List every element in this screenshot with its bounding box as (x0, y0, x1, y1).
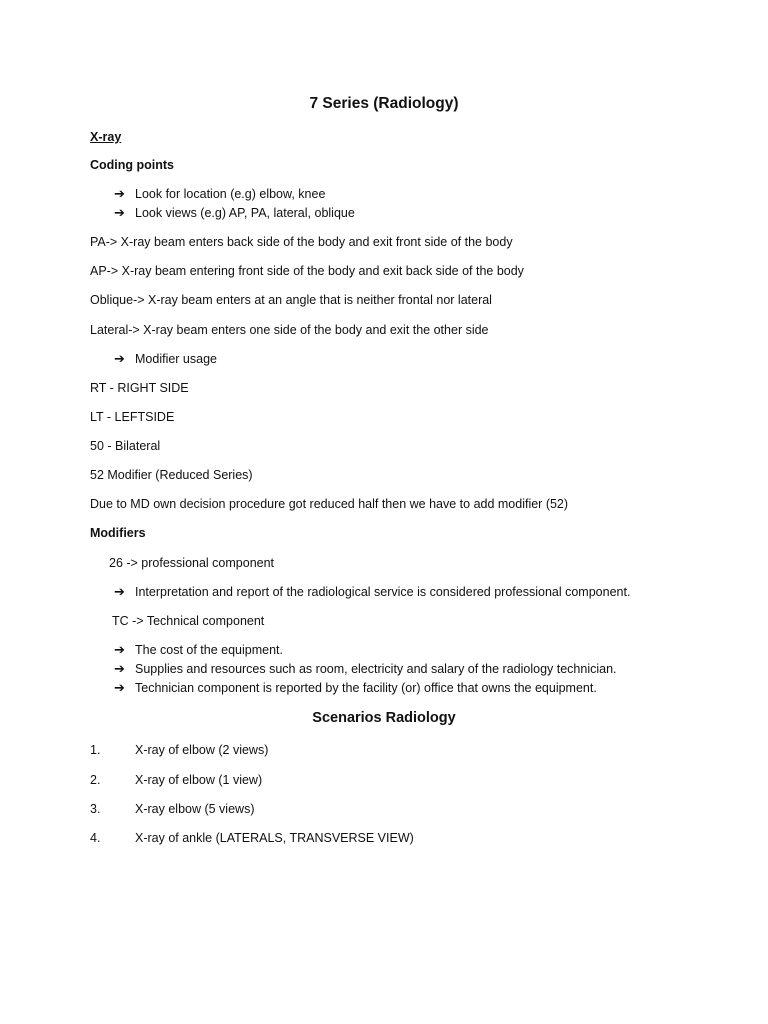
scenario-item: X-ray of ankle (LATERALS, TRANSVERSE VIEW) (135, 831, 414, 845)
coding-point-item: Look views (e.g) AP, PA, lateral, oblique (135, 206, 355, 220)
modifiers-heading: Modifiers (90, 526, 146, 540)
scenario-number: 3. (90, 802, 101, 816)
definition-pa: PA-> X-ray beam enters back side of the body and exit front side of the body (90, 235, 513, 249)
right-arrow-icon: ➔ (114, 584, 125, 599)
technical-component-label: TC -> Technical component (112, 614, 265, 628)
modifier-usage-label: Modifier usage (135, 352, 217, 366)
modifier-52: 52 Modifier (Reduced Series) (90, 468, 253, 482)
modifier-rt: RT - RIGHT SIDE (90, 381, 189, 395)
modifier-50: 50 - Bilateral (90, 439, 161, 453)
technical-bullet: Supplies and resources such as room, electricity and salary of the radiology technician. (135, 662, 617, 676)
definition-lateral: Lateral-> X-ray beam enters one side of the body and exit the other side (90, 323, 489, 337)
professional-component-label: 26 -> professional component (109, 556, 275, 570)
scenario-number: 4. (90, 831, 101, 845)
reduced-note: Due to MD own decision procedure got reduced half then we have to add modifier (52) (90, 497, 569, 511)
right-arrow-icon: ➔ (114, 351, 125, 366)
scenario-number: 2. (90, 773, 101, 787)
technical-bullet: Technician component is reported by the facility (or) office that owns the equipment. (135, 681, 597, 695)
modifier-lt: LT - LEFTSIDE (90, 410, 175, 424)
technical-bullet: The cost of the equipment. (135, 643, 284, 657)
coding-point-item: Look for location (e.g) elbow, knee (135, 187, 326, 201)
right-arrow-icon: ➔ (114, 642, 125, 657)
definition-ap: AP-> X-ray beam entering front side of the body and exit back side of the body (90, 264, 524, 278)
scenario-number: 1. (90, 743, 101, 757)
right-arrow-icon: ➔ (114, 205, 125, 220)
right-arrow-icon: ➔ (114, 680, 125, 695)
professional-bullet: Interpretation and report of the radiological service is considered professional component. (135, 585, 631, 599)
scenario-item: X-ray of elbow (2 views) (135, 743, 269, 757)
definition-oblique: Oblique-> X-ray beam enters at an angle that is neither frontal nor lateral (90, 293, 492, 307)
xray-heading: X-ray (90, 130, 122, 144)
page-title: 7 Series (Radiology) (309, 95, 459, 112)
coding-points-heading: Coding points (90, 158, 175, 172)
scenarios-heading: Scenarios Radiology (312, 710, 456, 726)
right-arrow-icon: ➔ (114, 186, 125, 201)
scenario-item: X-ray of elbow (1 view) (135, 773, 263, 787)
right-arrow-icon: ➔ (114, 661, 125, 676)
scenario-item: X-ray elbow (5 views) (135, 802, 255, 816)
